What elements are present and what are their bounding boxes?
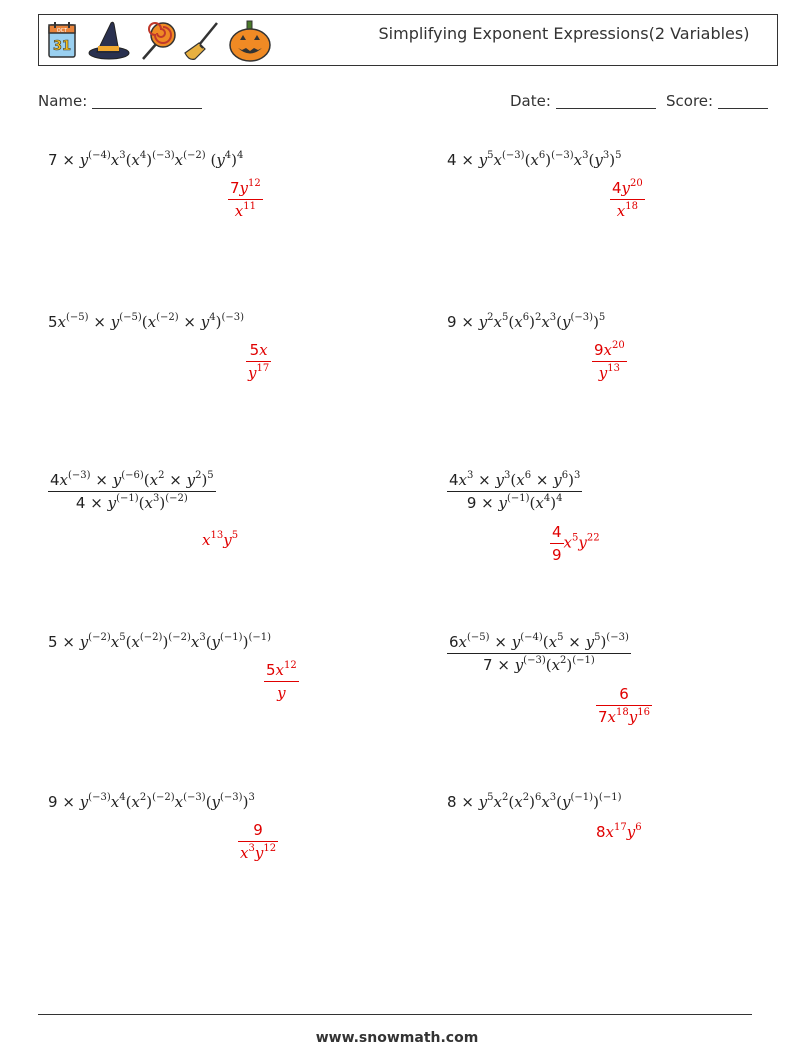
- date-field: [510, 92, 656, 110]
- answer-10: $8x^{17}y^6$: [596, 822, 642, 841]
- score-blank[interactable]: [718, 93, 768, 109]
- answer-3: $\frac{5x}{y^{17}}$: [248, 341, 270, 382]
- answer-2: $\frac{4y^{20}}{x^{18}}$: [612, 178, 643, 220]
- answer-8: $\frac{6}{7x^{18}y^{16}}$: [598, 685, 650, 726]
- answer-4: $\frac{9x^{20}}{y^{13}}$: [594, 340, 625, 382]
- pumpkin-icon: [227, 19, 273, 63]
- calendar-icon: [45, 19, 81, 63]
- problem-5: $\frac{4x^{(-3)} \times y^{(-6)}(x^2 \times y^2)^5}{4 \times y^{(-1)}(x^3)^{(-2)}}$: [50, 470, 214, 512]
- problem-7: $5 \times y^{(-2)}x^5(x^{(-2)})^{(-2)}x^3(y^{(-1)})^{(-1)}$: [48, 632, 271, 651]
- date-blank[interactable]: [556, 93, 656, 109]
- date-label: Date:: [510, 92, 551, 110]
- problem-3: $5x^{(-5)} \times y^{(-5)}(x^{(-2)} \times y^4)^{(-3)}$: [48, 312, 245, 331]
- score-field: [666, 92, 768, 110]
- witch-hat-icon: [87, 19, 131, 63]
- problem-2: $4 \times y^5x^{(-3)}(x^6)^{(-3)}x^3(y^3)^5$: [447, 150, 622, 169]
- problem-1: $7 \times y^{(-4)}x^3(x^4)^{(-3)}x^{(-2)}$ $(y^4)^4$: [48, 150, 244, 169]
- answer-1: $\frac{7y^{12}}{x^{11}}$: [230, 178, 261, 220]
- problem-8: $\frac{6x^{(-5)} \times y^{(-4)}(x^5 \times y^5)^{(-3)}}{7 \times y^{(-3)}(x^2)^{(-1)}}$: [449, 632, 629, 674]
- footer-divider: [38, 1014, 752, 1015]
- calendar-day: 31: [52, 39, 72, 54]
- answer-5: $x^{13}y^5$: [202, 530, 239, 549]
- calendar-month: OCT: [56, 28, 68, 34]
- footer-url[interactable]: www.snowmath.com: [315, 1030, 479, 1046]
- broom-icon: [181, 19, 221, 63]
- score-label: Score:: [666, 92, 714, 110]
- header-box: [38, 14, 778, 66]
- worksheet-title: Simplifying Exponent Expressions(2 Variables): [378, 24, 750, 43]
- name-field: [38, 92, 202, 110]
- problem-4: $9 \times y^2x^5(x^6)^2x^3(y^{(-3)})^5$: [447, 312, 606, 331]
- problem-9: $9 \times y^{(-3)}x^4(x^2)^{(-2)}x^{(-3)}(y^{(-3)})^3$: [48, 792, 255, 811]
- problem-10: $8 \times y^5x^2(x^2)^6x^3(y^{(-1)})^{(-1)}$: [447, 792, 622, 811]
- problem-6: $\frac{4x^3 \times y^3(x^6 \times y^6)^3}{9 \times y^{(-1)}(x^4)^4}$: [449, 470, 581, 512]
- answer-9: $\frac{9}{x^3y^{12}}$: [240, 821, 277, 862]
- answer-7: $\frac{5x^{12}}{y}$: [266, 660, 297, 702]
- name-blank[interactable]: [92, 93, 202, 109]
- lollipop-icon: [137, 19, 177, 63]
- header-icons: [45, 19, 275, 63]
- name-label: Name:: [38, 92, 88, 110]
- answer-6: $\frac{4}{9}$ $x^5y^{22}$: [552, 523, 600, 564]
